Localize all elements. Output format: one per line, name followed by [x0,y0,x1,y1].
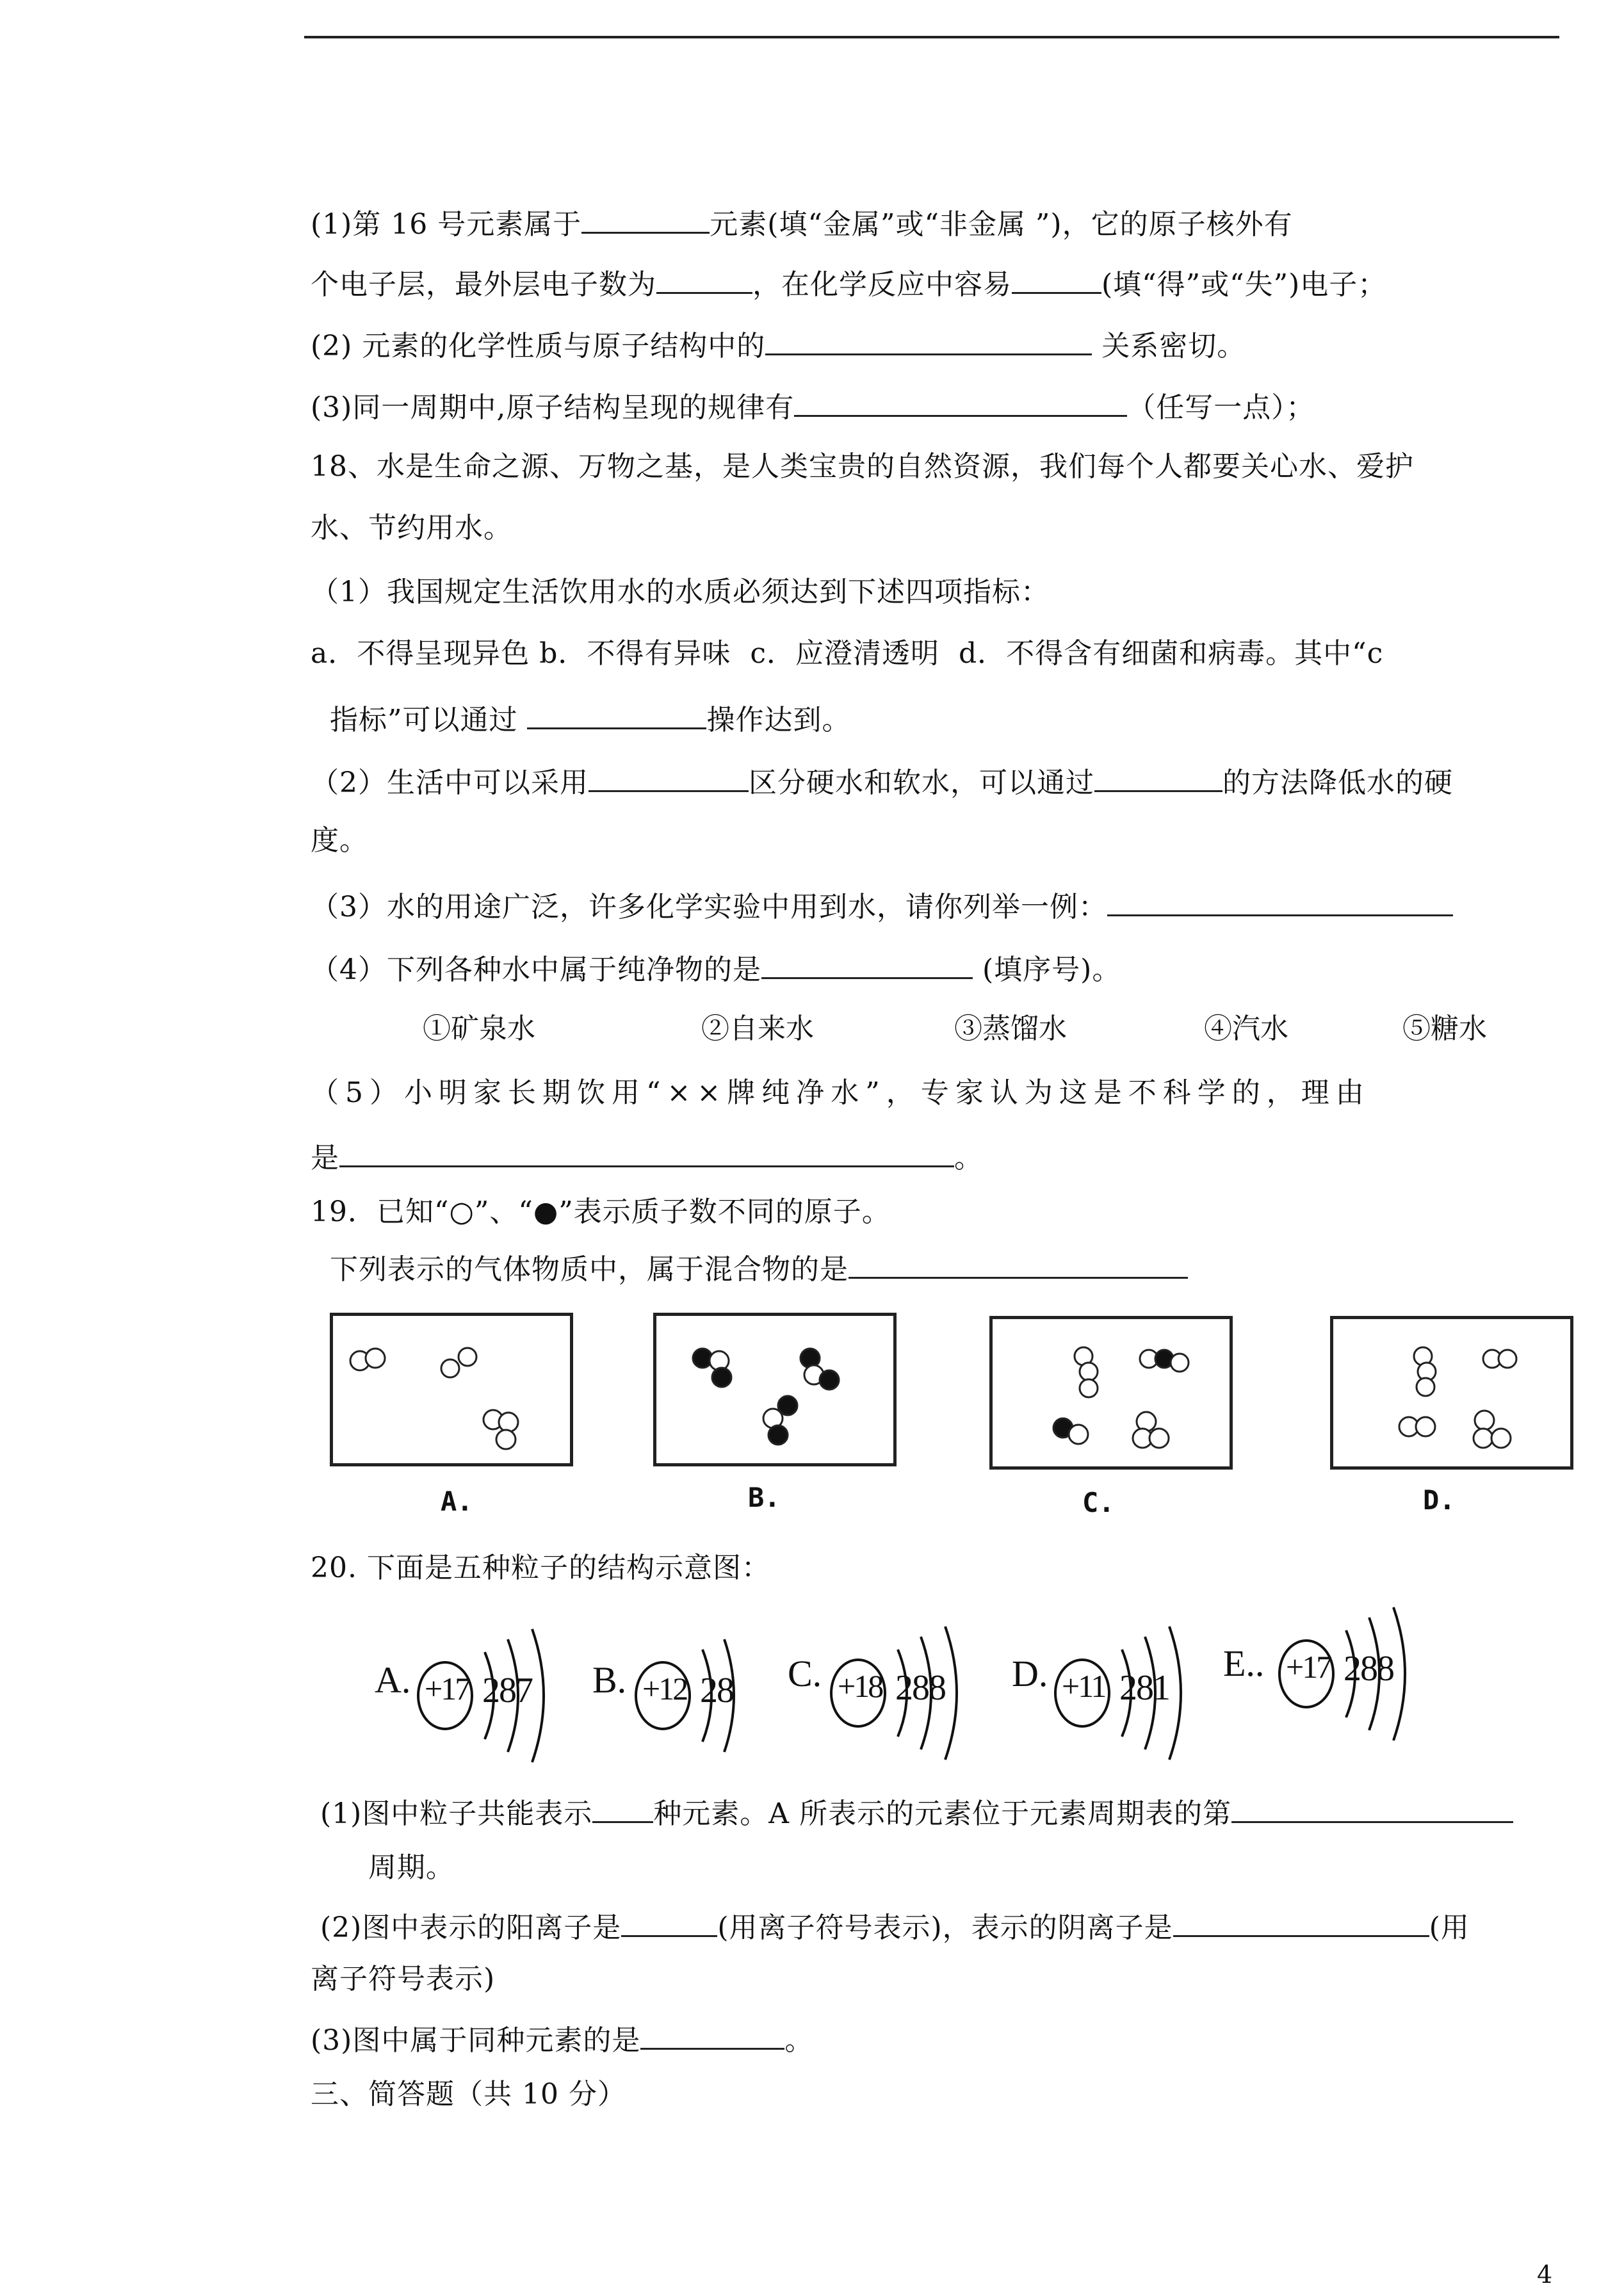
electron-shells: 287 [482,1671,532,1710]
particle-b [592,1614,759,1774]
answer-blank[interactable] [1094,762,1222,792]
answer-blank[interactable] [581,204,710,234]
electron-shells: 288 [895,1668,945,1708]
option-mineral-water: ①矿泉水 [423,1012,535,1045]
answer-blank[interactable] [849,1249,1188,1279]
diagram-b[interactable] [653,1313,897,1466]
particle-a [375,1614,567,1774]
answer-blank[interactable] [656,264,752,294]
q18-title-cont: 水、节约用水。 [311,512,512,544]
particle-label: C. [788,1653,822,1694]
q18-part1-items: a．不得呈现异色 b．不得有异味 c．应澄清透明 d．不得含有细菌和病毒。其中“c [311,637,1384,670]
q17-line3: (2) 元素的化学性质与原子结构中的 关系密切。 [311,325,1246,364]
molecule-drawing [333,1316,570,1463]
section-heading: 三、简答题（共 10 分） [311,2078,626,2111]
q18-part2: （2）生活中可以采用 区分硬水和软水，可以通过 的方法降低水的硬 [311,762,1453,800]
molecule-drawing [1333,1319,1570,1466]
q19-prompt: 下列表示的气体物质中，属于混合物的是 [311,1249,1188,1287]
q18-part4: （4）下列各种水中属于纯净物的是 (填序号)。 [311,949,1121,987]
nucleus-charge: +17 [425,1671,469,1707]
particle-label: A. [375,1659,411,1701]
molecule-drawing [656,1316,893,1463]
option-soda-water: ④汽水 [1204,1012,1288,1045]
q17-line2: 个电子层，最外层电子数为 ，在化学反应中容易 (填“得”或“失”)电子； [311,264,1386,302]
answer-blank[interactable] [1012,264,1101,294]
q18-part3: （3）水的用途广泛，许多化学实验中用到水，请你列举一例： [311,886,1453,925]
caption-d: D. [1423,1484,1456,1516]
q18-title: 18、水是生命之源、万物之基，是人类宝贵的自然资源，我们每个人都要关心水、爱护 [311,450,1414,483]
nucleus-charge: +18 [838,1668,882,1704]
nucleus-charge: +17 [1286,1649,1331,1685]
answer-blank[interactable] [339,1137,954,1167]
particle-c [788,1614,980,1774]
q20-part2-cont: 离子符号表示) [311,1963,496,1995]
answer-blank[interactable] [1173,1907,1429,1937]
answer-blank[interactable] [592,1793,653,1823]
answer-blank[interactable] [794,387,1127,417]
q17-line4: (3)同一周期中,原子结构呈现的规律有 （任写一点）； [311,387,1315,425]
answer-blank[interactable] [589,762,749,792]
molecule-drawing [993,1319,1230,1466]
diagram-d[interactable] [1330,1316,1573,1470]
nucleus-charge: +12 [642,1671,687,1707]
header-rule [304,36,1559,38]
q20-part1: (1)图中粒子共能表示 种元素。A 所表示的元素位于元素周期表的第 [311,1793,1513,1831]
electron-shells: 281 [1119,1668,1169,1708]
option-distilled-water: ③蒸馏水 [954,1012,1067,1045]
q18-part5: （5）小明家长期饮用“××牌纯净水”，专家认为这是不科学的，理由 [311,1076,1370,1109]
electron-shells: 288 [1344,1649,1393,1689]
q18-part1-fill: 指标”可以通过 操作达到。 [311,699,850,738]
answer-blank[interactable] [527,699,706,729]
caption-a: A. [441,1486,473,1517]
particle-label: D. [1012,1653,1048,1694]
particle-label: E.. [1223,1642,1265,1684]
caption-c: C. [1082,1487,1115,1518]
answer-blank[interactable] [761,949,973,979]
nucleus-charge: +11 [1062,1668,1105,1704]
answer-blank[interactable] [1107,886,1453,916]
electron-shells: 28 [700,1671,733,1710]
option-sugar-water: ⑤糖水 [1402,1012,1487,1045]
q18-part2-cont: 度。 [311,824,368,857]
q20-part1-cont: 周期。 [311,1851,455,1884]
page-number: 4 [1537,2260,1553,2289]
answer-blank[interactable] [765,325,1092,355]
particle-label: B. [592,1659,627,1701]
q20-part3: (3)图中属于同种元素的是 。 [311,2020,813,2058]
caption-b: B. [748,1482,781,1513]
particle-e [1223,1594,1428,1755]
answer-blank[interactable] [621,1907,717,1937]
diagram-c[interactable] [989,1316,1233,1470]
q18-part1: （1）我国规定生活饮用水的水质必须达到下述四项指标： [311,576,1050,608]
answer-blank[interactable] [1231,1793,1513,1823]
diagram-a[interactable] [330,1313,573,1466]
answer-blank[interactable] [640,2020,784,2050]
q17-line1: (1)第 16 号元素属于 元素(填“金属”或“非金属 ”)，它的原子核外有 [311,204,1293,242]
q20-title: 20. 下面是五种粒子的结构示意图： [311,1552,770,1584]
particle-d [1012,1614,1204,1774]
q20-part2: (2)图中表示的阳离子是 (用离子符号表示)，表示的阴离子是 (用 [311,1907,1470,1945]
option-tap-water: ②自来水 [701,1012,814,1045]
q19-title: 19．已知“○”、“●”表示质子数不同的原子。 [311,1196,891,1228]
q18-part5-cont: 是 。 [311,1137,983,1176]
